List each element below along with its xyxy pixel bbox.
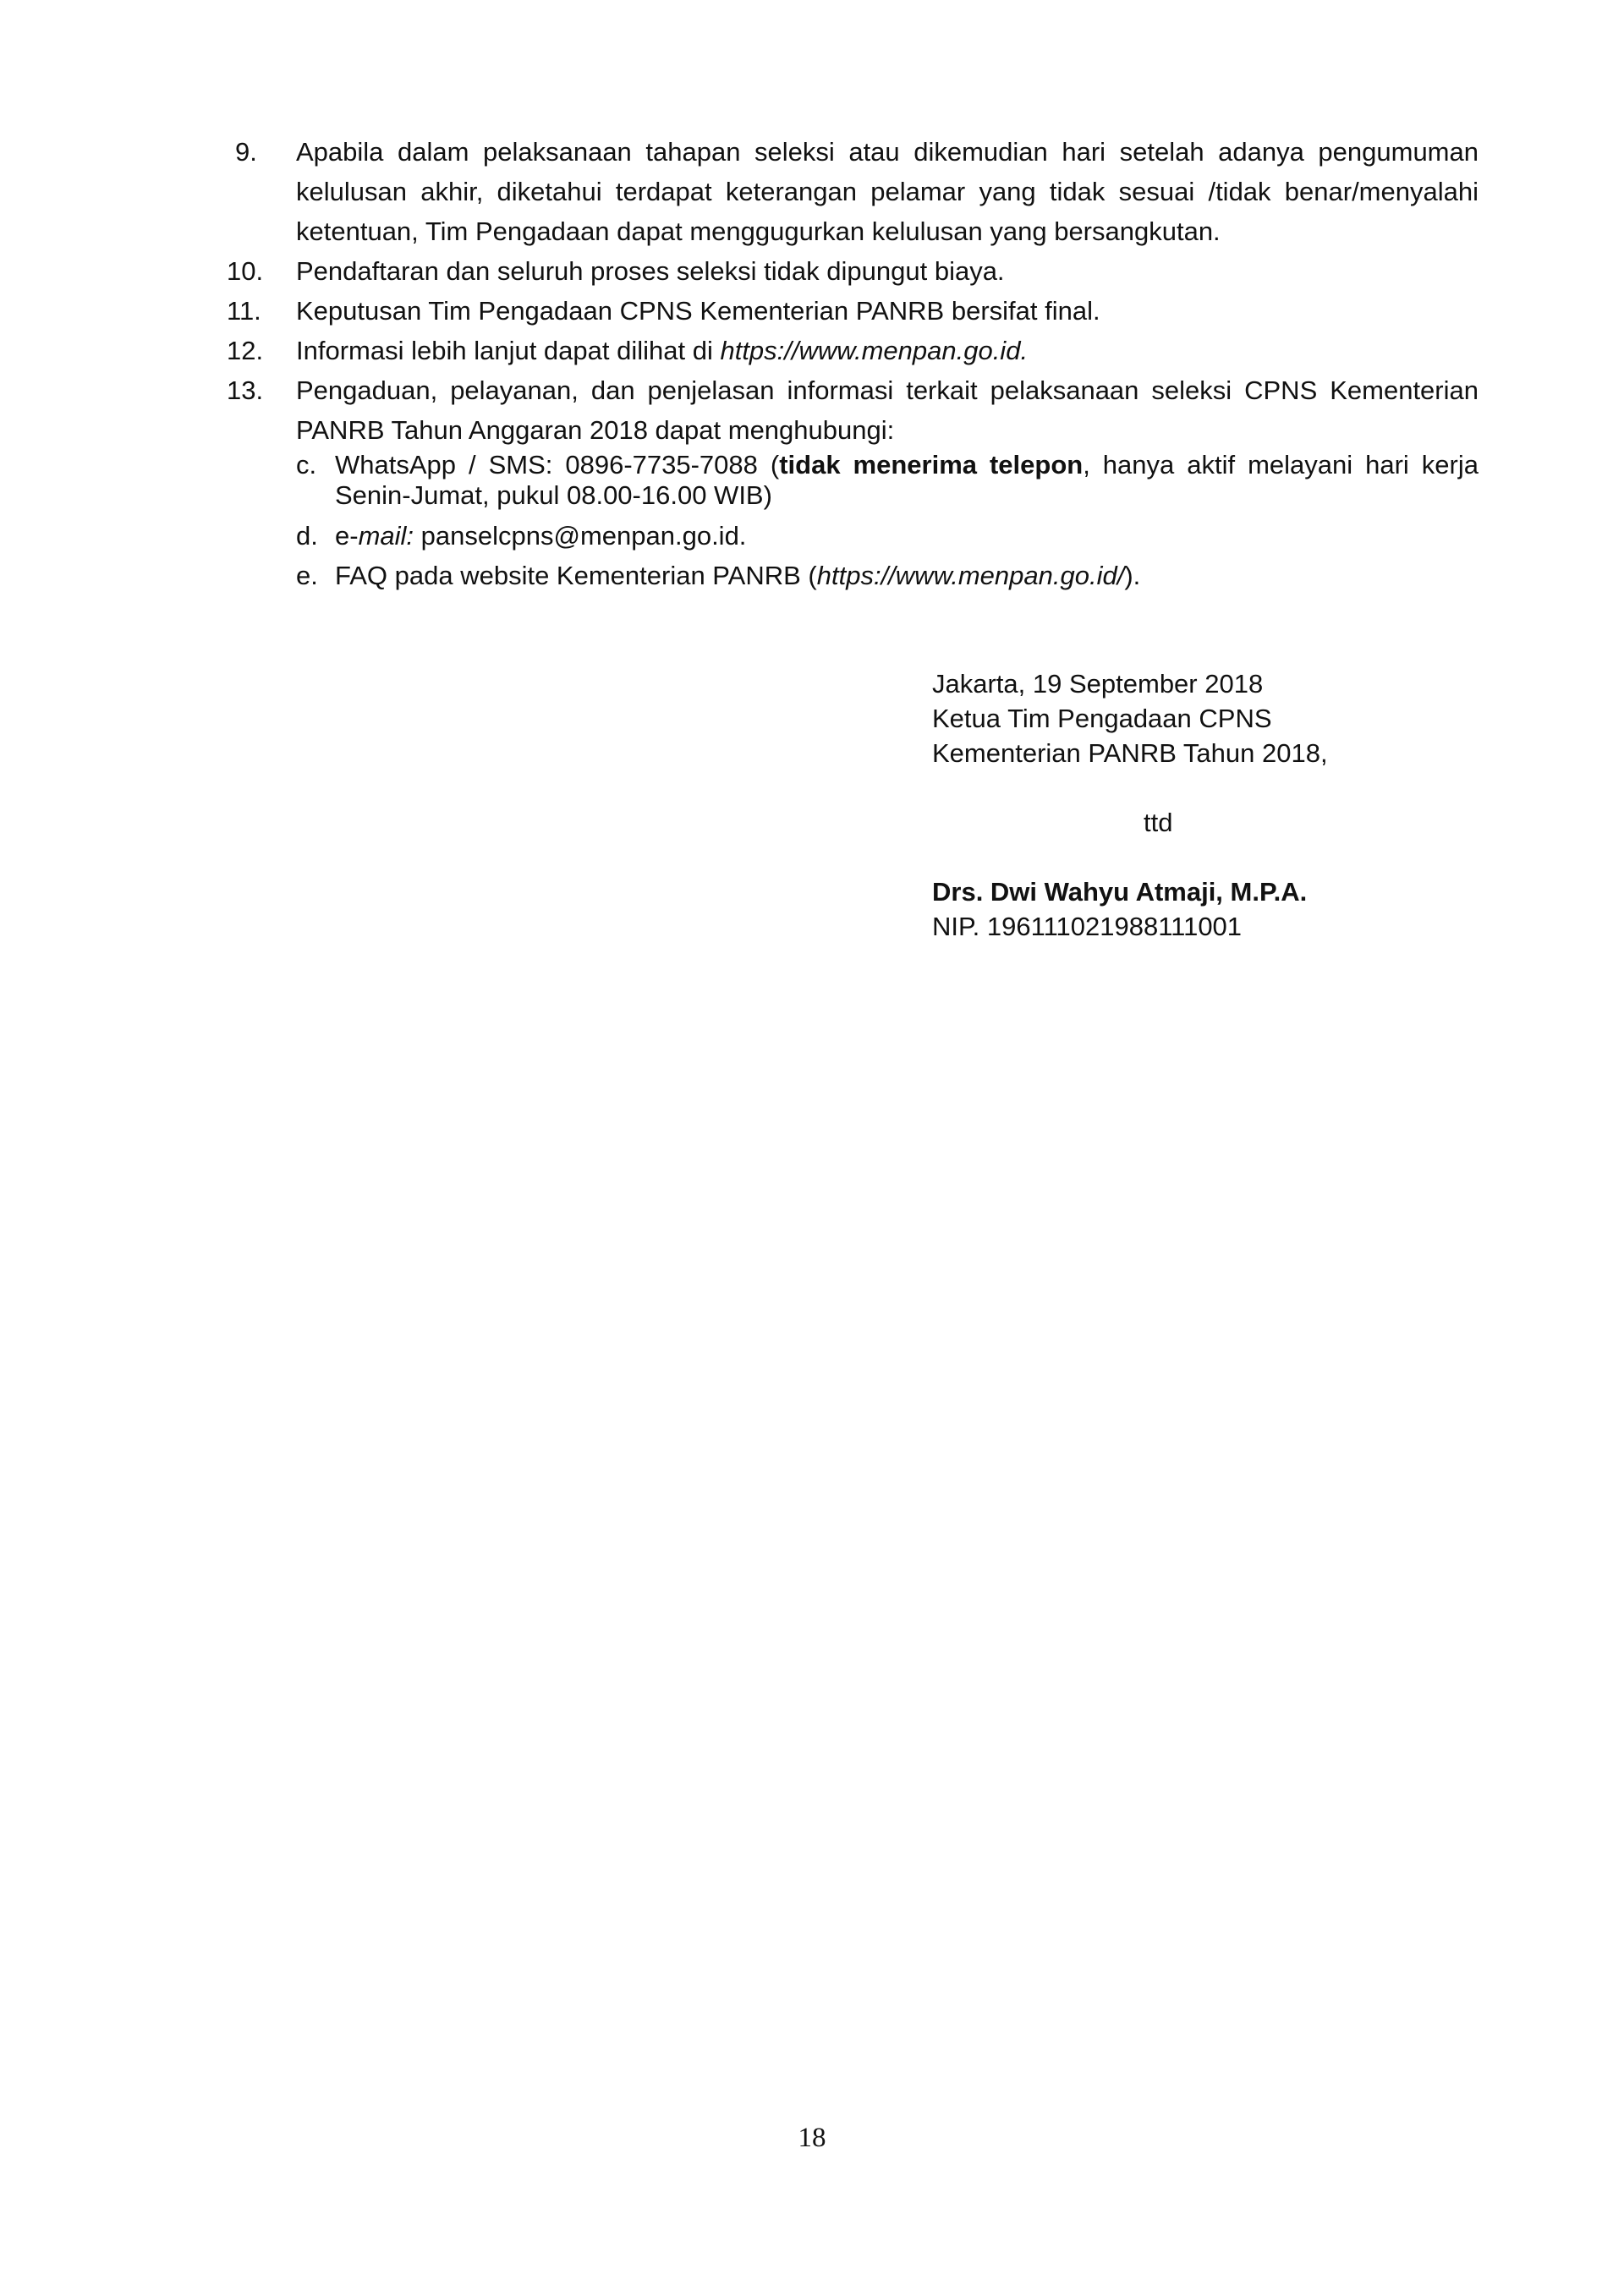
email-address[interactable]: panselcpns@menpan.go.id. bbox=[414, 521, 747, 551]
contact-faq bbox=[296, 556, 1479, 595]
sublist-letter: e. bbox=[296, 561, 318, 590]
signature-block bbox=[932, 666, 1524, 770]
list-number: 9. bbox=[235, 137, 257, 167]
signed-marker: ttd bbox=[1144, 808, 1173, 837]
website-link[interactable]: https://www.menpan.go.id. bbox=[720, 336, 1029, 365]
list-item-11 bbox=[227, 291, 1479, 331]
contact-text: FAQ pada website Kementerian PANRB ( bbox=[335, 561, 817, 590]
list-item-9 bbox=[227, 132, 1479, 251]
contact-italic-text: mail: bbox=[358, 521, 414, 551]
contact-email bbox=[296, 516, 1479, 556]
contact-text: ). bbox=[1124, 561, 1141, 590]
list-item-12 bbox=[227, 331, 1479, 370]
list-item-13 bbox=[227, 370, 1479, 595]
sublist-letter: d. bbox=[296, 521, 318, 551]
signer-nip: NIP. 196111021988111001 bbox=[932, 912, 1243, 941]
list-number: 10. bbox=[227, 256, 264, 286]
list-number: 13. bbox=[227, 375, 264, 405]
signer-position-line1: Ketua Tim Pengadaan CPNS bbox=[932, 704, 1272, 733]
sublist-letter: c. bbox=[296, 450, 317, 479]
contact-sublist bbox=[296, 450, 1479, 595]
list-item-text: Informasi lebih lanjut dapat dilihat di bbox=[296, 336, 721, 365]
contact-text: WhatsApp / SMS: 0896-7735-7088 ( bbox=[335, 450, 780, 479]
signer-name: Drs. Dwi Wahyu Atmaji, M.P.A. bbox=[932, 877, 1308, 907]
list-number: 12. bbox=[227, 336, 264, 365]
signer-position-line2: Kementerian PANRB Tahun 2018, bbox=[932, 738, 1328, 768]
list-item-text: Keputusan Tim Pengadaan CPNS Kementerian PANRB bersifat final. bbox=[296, 296, 1100, 326]
faq-link[interactable]: https://www.menpan.go.id/ bbox=[816, 561, 1125, 590]
list-item-text: Apabila dalam pelaksanaan tahapan seleksi atau dikemudian hari setelah adanya pengumuman kelulusan akhir, diketahui terdapat keterangan pelamar yang tidak sesuai /tidak benar/menyalahi ketentuan, Tim Pengadaan dapat menggugurkan kelulusan yang bersangkutan. bbox=[296, 137, 1479, 246]
list-item-10 bbox=[227, 251, 1479, 291]
list-number: 11. bbox=[227, 296, 261, 326]
place-date: Jakarta, 19 September 2018 bbox=[932, 669, 1264, 699]
contact-whatsapp bbox=[296, 450, 1479, 511]
contact-text: e- bbox=[335, 521, 359, 551]
contact-text: , hanya aktif melayani hari kerja Senin-Jumat, pukul 08.00-16.00 WIB) bbox=[335, 450, 1479, 510]
list-item-text: Pendaftaran dan seluruh proses seleksi tidak dipungut biaya. bbox=[296, 256, 1005, 286]
page-number: 18 bbox=[798, 2123, 826, 2153]
contact-bold-text: tidak menerima telepon bbox=[779, 450, 1084, 479]
announcement-list bbox=[227, 132, 1479, 595]
list-item-text: Pengaduan, pelayanan, dan penjelasan informasi terkait pelaksanaan seleksi CPNS Kementerian PANRB Tahun Anggaran 2018 dapat menghubungi: bbox=[296, 375, 1479, 445]
signer-block bbox=[932, 874, 1307, 944]
